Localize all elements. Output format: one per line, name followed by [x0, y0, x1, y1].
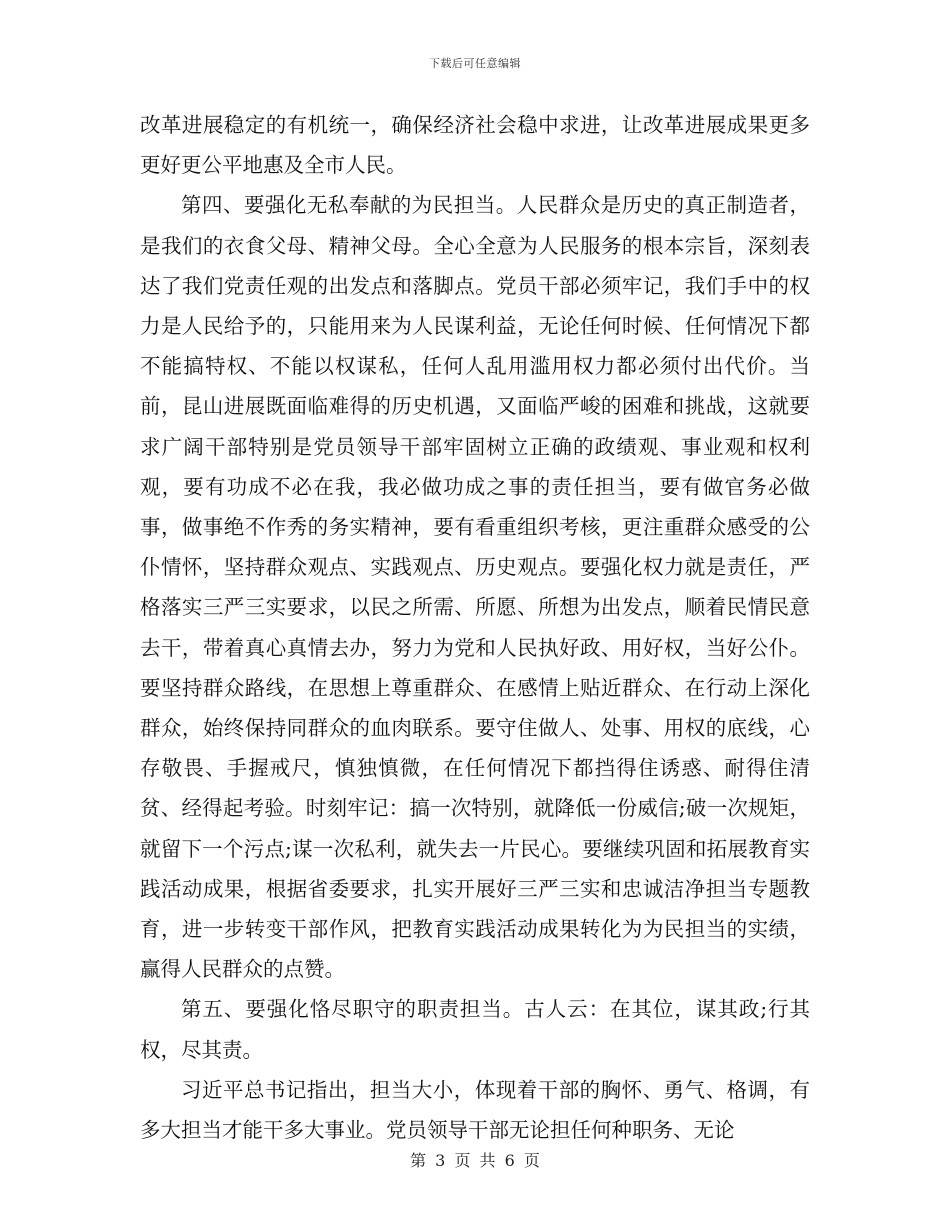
paragraph-4: 习近平总书记指出，担当大小，体现着干部的胸怀、勇气、格调，有多大担当才能干多大事业。党员领导干部无论担任何种职务、无论 — [140, 1077, 810, 1143]
page-header: 下载后可任意编辑 — [429, 57, 521, 70]
page-footer: 第 3 页 共 6 页 — [410, 1151, 540, 1170]
paragraph-3: 第五、要强化恪尽职守的职责担当。古人云：在其位，谋其政;行其权，尽其责。 — [140, 997, 810, 1062]
paragraph-1: 改革进展稳定的有机统一，确保经济社会稳中求进，让改革进展成果更多更好更公平地惠及全市人民。 — [140, 113, 810, 178]
body-text — [140, 105, 810, 1150]
paragraph-2: 第四、要强化无私奉献的为民担当。人民群众是历史的真正制造者，是我们的衣食父母、精神父母。全心全意为人民服务的根本宗旨，深刻表达了我们党责任观的出发点和落脚点。党员干部必须牢记，我们手中的权力是人民给予的，只能用来为人民谋利益，无论任何时候、任何情况下都不能搞特权、不能以权谋私，任何人乱用滥用权力都必须付出代价。当前，昆山进展既面临难得的历史机遇，又面临严峻的困难和挑战，这就要求广阔干部特别是党员领导干部牢固树立正确的政绩观、事业观和权利观，要有功成不必在我，我必做功成之事的责任担当，要有做官务必做事，做事绝不作秀的务实精神，要有看重组织考核，更注重群众感受的公仆情怀，坚持群众观点、实践观点、历史观点。要强化权力就是责任，严格落实三严三实要求，以民之所需、所愿、所想为出发点，顺着民情民意去干，带着真心真情去办，努力为党和人民执好政、用好权，当好公仆。要坚持群众路线，在思想上尊重群众、在感情上贴近群众、在行动上深化群众，始终保持同群众的血肉联系。要守住做人、处事、用权的底线，心存敬畏、手握戒尺，慎独慎微，在任何情况下都挡得住诱惑、耐得住清贫、经得起考验。时刻牢记：搞一次特别，就降低一份威信;破一次规矩，就留下一个污点;谋一次私利，就失去一片民心。要继续巩固和拓展教育实践活动成果，根据省委要求，扎实开展好三严三实和忠诚洁净担当专题教育，进一步转变干部作风，把教育实践活动成果转化为为民担当的实绩，赢得人民群众的点赞。 — [140, 193, 810, 982]
